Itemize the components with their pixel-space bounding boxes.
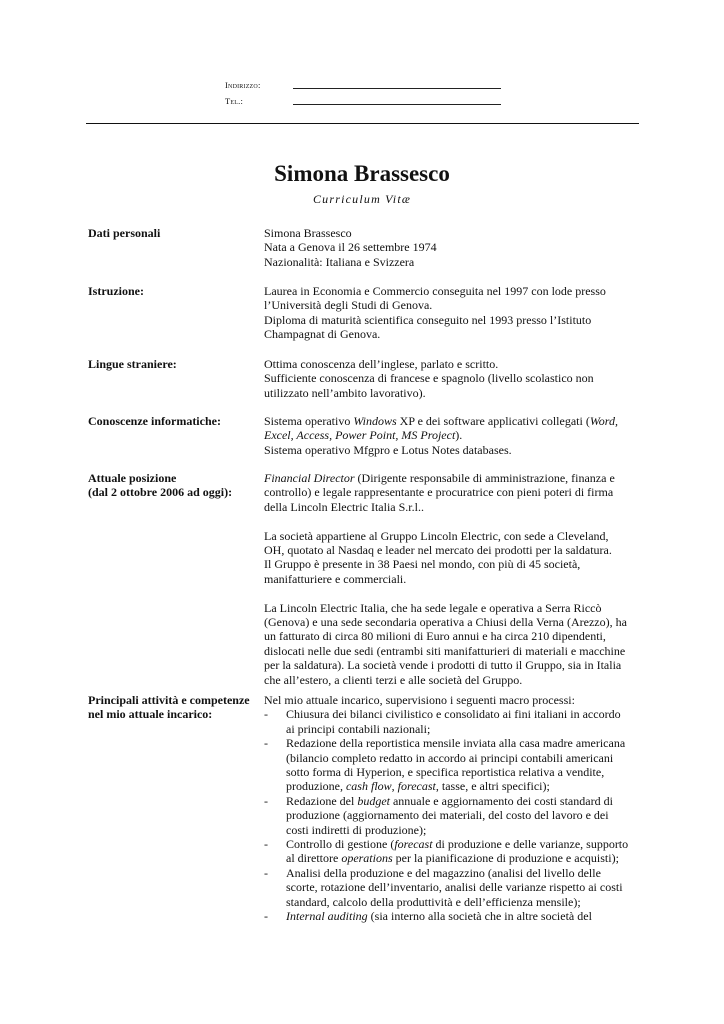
text-line: (Genova) e una sede secondaria operativa a Chiusi della Verna (Arezzo), ha xyxy=(264,615,627,630)
section-label xyxy=(88,471,258,500)
bullet-dash: - xyxy=(264,736,268,751)
text-line: che all’estero, a clienti terzi e alle società del Gruppo. xyxy=(264,672,523,687)
text-run: XP e dei software applicativi collegati ( xyxy=(396,414,590,428)
list-item xyxy=(264,909,639,923)
bullet-dash: - xyxy=(264,865,268,880)
text-run: (sia interno alla società che in altre società del xyxy=(367,909,592,924)
text-run: Financial Director xyxy=(264,471,355,485)
text-line: La Lincoln Electric Italia, che ha sede legale e operativa a Serra Riccò xyxy=(264,600,602,615)
section-content xyxy=(264,414,639,457)
text-line: Nata a Genova il 26 settembre 1974 xyxy=(264,240,437,255)
indirizzo-label: Indirizzo: xyxy=(225,80,261,90)
paragraph xyxy=(264,601,639,687)
section-label: Conoscenze informatiche: xyxy=(88,414,221,428)
list-item xyxy=(264,707,639,736)
text-line: Simona Brassesco xyxy=(264,226,352,240)
text-line: sotto forma di Hyperion, e specifica reportistica relativa a vendite, xyxy=(286,765,605,780)
text-run: budget xyxy=(357,793,390,808)
text-run: Word, xyxy=(589,414,618,428)
text-run: , cash flow xyxy=(339,779,392,794)
text-run: Windows xyxy=(353,414,397,428)
bullet-dash: - xyxy=(264,707,268,722)
text-line: scorte, rotazione dell’inventario, analisi delle varianze rispetto ai costi xyxy=(286,880,623,895)
text-line xyxy=(286,909,639,923)
text-line: Sistema operativo Mfgpro e Lotus Notes databases. xyxy=(264,442,512,457)
header-rule xyxy=(86,123,639,124)
cv-name: Simona Brassesco xyxy=(274,161,450,186)
text-line: Nazionalità: Italiana e Svizzera xyxy=(264,254,415,269)
text-run: Sistema operativo xyxy=(264,414,354,428)
section-label: Istruzione: xyxy=(88,284,144,298)
bullet-dash: - xyxy=(264,909,268,924)
list-item xyxy=(264,837,639,866)
list-item xyxy=(264,794,639,837)
text-line: della Lincoln Electric Italia S.r.l.. xyxy=(264,499,424,514)
text-line: manifatturiere e commerciali. xyxy=(264,571,407,586)
text-line: Champagnat di Genova. xyxy=(264,327,381,342)
text-line xyxy=(264,414,639,428)
bullet-dash: - xyxy=(264,837,268,852)
text-line: Diploma di maturità scientifica conseguito nel 1993 presso l’Istituto xyxy=(264,312,592,327)
text-run: di produzione e delle varianze, supporto xyxy=(432,837,629,852)
text-line xyxy=(264,471,639,485)
bullet-dash: - xyxy=(264,793,268,808)
indirizzo-line xyxy=(293,88,501,89)
section-content xyxy=(264,284,639,342)
cv-subtitle: Curriculum Vitæ xyxy=(312,192,412,206)
text-line: un fatturato di circa 80 milioni di Euro annui e ha circa 210 dipendenti, xyxy=(264,629,606,644)
text-line: costi indiretti di produzione); xyxy=(286,822,427,837)
text-line: produzione (aggiornamento dei materiali, del costo del lavoro e dei xyxy=(286,808,609,823)
section-content xyxy=(264,471,639,701)
section-content xyxy=(264,226,639,269)
section-label: Lingue straniere: xyxy=(88,357,177,371)
tel-label: Tel.: xyxy=(225,96,244,106)
paragraph xyxy=(264,529,639,587)
text-run: Controllo di gestione ( xyxy=(286,837,395,852)
text-line: Chiusura dei bilanci civilistico e consolidato ai fini italiani in accordo xyxy=(286,707,621,722)
text-line: ai principi contabili nazionali; xyxy=(286,721,431,736)
text-run: , xyxy=(391,779,398,794)
list-item xyxy=(264,736,639,794)
text-line xyxy=(286,794,639,808)
text-run: Internal auditing xyxy=(286,909,368,924)
text-line xyxy=(286,779,639,793)
label-line: nel mio attuale incarico: xyxy=(88,707,213,722)
text-run: per la pianificazione di produzione e acquisti); xyxy=(392,851,619,866)
text-line: utilizzato nell’ambito lavorativo). xyxy=(264,385,426,400)
text-line xyxy=(286,837,639,851)
text-line: OH, quotato al Nasdaq e leader nel mercato dei prodotti per la saldatura. xyxy=(264,543,612,558)
text-run: al direttore xyxy=(286,851,342,866)
text-line: Laurea in Economia e Commercio conseguita nel 1997 con lode presso xyxy=(264,284,606,298)
text-line xyxy=(286,851,639,865)
section-label xyxy=(88,693,258,722)
text-line: Analisi della produzione e del magazzino (analisi del livello delle xyxy=(286,865,601,880)
text-line: l’Università degli Studi di Genova. xyxy=(264,298,433,313)
text-line: dislocati nelle due sedi (entrambi siti manifatturieri di materiali e macchine xyxy=(264,643,626,658)
list-item xyxy=(264,866,639,909)
text-run: Excel, Access, Power Point, MS Project xyxy=(264,428,456,443)
text-line xyxy=(264,428,639,442)
text-run: Redazione del xyxy=(286,793,358,808)
text-run: forecast xyxy=(394,837,433,852)
text-run: ). xyxy=(455,428,463,443)
section-content xyxy=(264,693,639,924)
text-run: (Dirigente responsabile di amministrazione, finanza e xyxy=(354,471,615,485)
text-run: annuale e aggiornamento dei costi standard di xyxy=(389,793,613,808)
text-run: operations xyxy=(341,851,393,866)
label-line: (dal 2 ottobre 2006 ad oggi): xyxy=(88,485,233,500)
text-line: La società appartiene al Gruppo Lincoln Electric, con sede a Cleveland, xyxy=(264,528,609,543)
label-line: Principali attività e competenze xyxy=(88,693,250,707)
text-line: Sufficiente conoscenza di francese e spagnolo (livello scolastico non xyxy=(264,371,594,386)
label-line: Attuale posizione xyxy=(88,471,177,485)
tel-line xyxy=(293,104,501,105)
text-line: (bilancio completo redatto in accordo ai principi contabili americani xyxy=(286,750,614,765)
text-run: produzione xyxy=(286,779,340,794)
text-run: , tasse, e altri specifici); xyxy=(435,779,550,794)
text-line: controllo) e legale rappresentante e procuratrice con pieni poteri di firma xyxy=(264,485,614,500)
text-line: standard, calcolo della produttività e dell’efficienza mensile); xyxy=(286,894,581,909)
text-line: Il Gruppo è presente in 38 Paesi nel mondo, con più di 45 società, xyxy=(264,557,581,572)
text-line: Redazione della reportistica mensile inviata alla casa madre americana xyxy=(286,736,626,751)
section-content xyxy=(264,357,639,400)
paragraph xyxy=(264,471,639,514)
section-label: Dati personali xyxy=(88,226,161,240)
text-line: Ottima conoscenza dell’inglese, parlato e scritto. xyxy=(264,357,499,371)
text-run: forecast xyxy=(397,779,436,794)
text-line: Nel mio attuale incarico, supervisiono i seguenti macro processi: xyxy=(264,693,575,707)
text-line: per la saldatura). La società vende i prodotti di tutto il Gruppo, sia in Italia xyxy=(264,658,622,673)
